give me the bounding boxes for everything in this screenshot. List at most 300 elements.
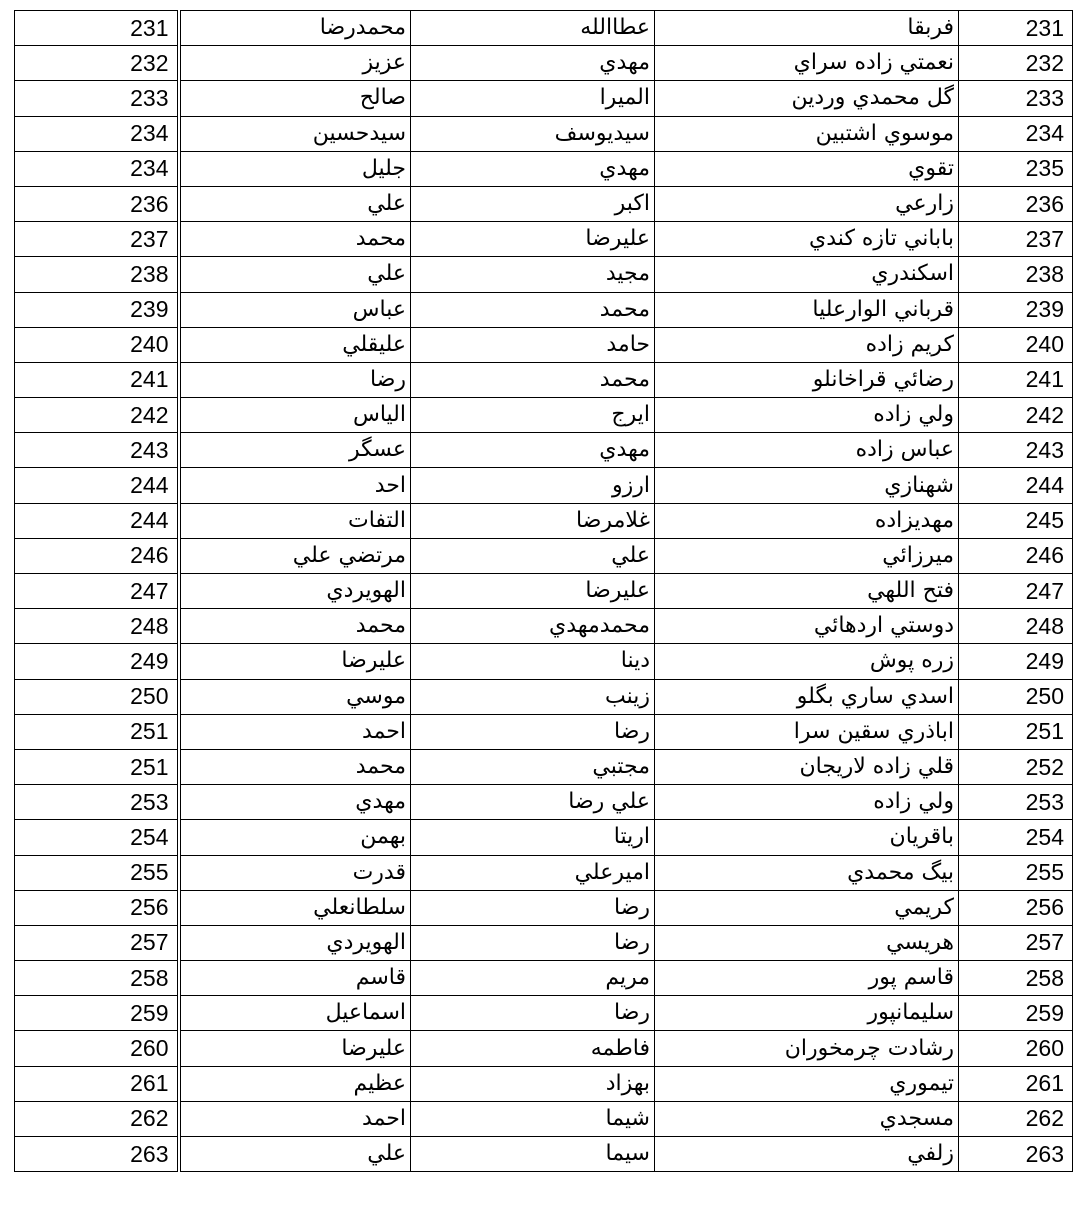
table-row — [15, 46, 1073, 81]
first-name-cell — [179, 679, 411, 714]
row-number-left-text: 259 — [130, 999, 169, 1026]
first-name-cell — [179, 1031, 411, 1066]
father-name-cell — [411, 714, 655, 749]
father-name-cell-text: رضا — [613, 718, 650, 744]
row-number-right — [959, 679, 1073, 714]
father-name-cell-text: مهدي — [599, 155, 650, 181]
father-name-cell-text: رضا — [613, 929, 650, 955]
row-number-left-text: 251 — [130, 753, 169, 780]
row-number-right — [959, 81, 1073, 116]
row-number-left-text: 248 — [130, 612, 169, 639]
father-name-cell-text: رضا — [613, 1000, 650, 1026]
last-name-cell-text: مسجدي — [879, 1105, 954, 1131]
last-name-cell-text: كريمي — [894, 894, 954, 920]
first-name-cell-text: احمد — [362, 1105, 406, 1131]
last-name-cell — [655, 714, 959, 749]
row-number-right — [959, 1031, 1073, 1066]
row-number-left-text: 256 — [130, 894, 169, 921]
row-number-right-text: 261 — [1025, 1070, 1064, 1097]
row-number-right-text: 239 — [1025, 296, 1064, 323]
father-name-cell-text: علي — [611, 542, 650, 568]
first-name-cell — [179, 609, 411, 644]
father-name-cell-text: سيديوسف — [554, 120, 650, 146]
father-name-cell — [411, 574, 655, 609]
row-number-right — [959, 222, 1073, 257]
row-number-left — [15, 1031, 179, 1066]
father-name-cell-text: شيما — [605, 1105, 650, 1131]
row-number-right — [959, 609, 1073, 644]
first-name-cell-text: احمد — [362, 718, 406, 744]
row-number-left — [15, 679, 179, 714]
father-name-cell-text: مريم — [605, 965, 650, 991]
row-number-left — [15, 116, 179, 151]
first-name-cell — [179, 925, 411, 960]
row-number-left — [15, 362, 179, 397]
table-row — [15, 433, 1073, 468]
father-name-cell — [411, 925, 655, 960]
first-name-cell — [179, 855, 411, 890]
first-name-cell — [179, 574, 411, 609]
row-number-right-text: 245 — [1025, 507, 1064, 534]
father-name-cell — [411, 1066, 655, 1101]
last-name-cell-text: نعمتي زاده سراي — [793, 50, 954, 76]
first-name-cell — [179, 1137, 411, 1172]
row-number-right-text: 243 — [1025, 436, 1064, 463]
last-name-cell — [655, 609, 959, 644]
row-number-left — [15, 468, 179, 503]
row-number-left — [15, 538, 179, 573]
last-name-cell — [655, 961, 959, 996]
father-name-cell-text: مهدي — [599, 437, 650, 463]
father-name-cell-text: بهزاد — [605, 1070, 650, 1096]
table-row — [15, 925, 1073, 960]
last-name-cell — [655, 1066, 959, 1101]
first-name-cell — [179, 644, 411, 679]
row-number-left-text: 236 — [130, 190, 169, 217]
father-name-cell — [411, 46, 655, 81]
row-number-left-text: 257 — [130, 929, 169, 956]
last-name-cell-text: تقوي — [908, 155, 954, 181]
last-name-cell — [655, 574, 959, 609]
last-name-cell-text: باباني تازه كندي — [809, 226, 954, 252]
first-name-cell — [179, 46, 411, 81]
row-number-left-text: 244 — [130, 507, 169, 534]
father-name-cell — [411, 961, 655, 996]
row-number-left-text: 250 — [130, 683, 169, 710]
first-name-cell-text: محمد — [355, 754, 406, 780]
last-name-cell-text: بيگ محمدي — [847, 859, 954, 885]
first-name-cell — [179, 503, 411, 538]
row-number-right — [959, 574, 1073, 609]
row-number-right — [959, 116, 1073, 151]
row-number-right — [959, 433, 1073, 468]
row-number-left — [15, 81, 179, 116]
first-name-cell-text: عليرضا — [341, 648, 406, 674]
last-name-cell — [655, 81, 959, 116]
row-number-right — [959, 785, 1073, 820]
table-row — [15, 362, 1073, 397]
father-name-cell — [411, 81, 655, 116]
row-number-left-text: 258 — [130, 964, 169, 991]
last-name-cell — [655, 398, 959, 433]
row-number-right — [959, 996, 1073, 1031]
row-number-left-text: 242 — [130, 401, 169, 428]
row-number-right-text: 263 — [1025, 1140, 1064, 1167]
father-name-cell-text: مجيد — [605, 261, 650, 287]
row-number-left — [15, 222, 179, 257]
last-name-cell-text: ولي زاده — [873, 789, 954, 815]
row-number-left — [15, 714, 179, 749]
row-number-right-text: 236 — [1025, 190, 1064, 217]
last-name-cell — [655, 327, 959, 362]
row-number-left — [15, 151, 179, 186]
last-name-cell-text: اسدي ساري بگلو — [796, 683, 954, 709]
table-row — [15, 327, 1073, 362]
row-number-left-text: 234 — [130, 120, 169, 147]
table-row — [15, 292, 1073, 327]
row-number-left — [15, 1137, 179, 1172]
last-name-cell — [655, 749, 959, 784]
father-name-cell-text: محمد — [599, 296, 650, 322]
first-name-cell — [179, 1066, 411, 1101]
father-name-cell-text: عليرضا — [585, 226, 650, 252]
row-number-right-text: 247 — [1025, 577, 1064, 604]
row-number-right — [959, 327, 1073, 362]
table-row — [15, 609, 1073, 644]
last-name-cell — [655, 644, 959, 679]
father-name-cell-text: ارزو — [612, 472, 650, 498]
last-name-cell — [655, 1137, 959, 1172]
last-name-cell — [655, 925, 959, 960]
row-number-left-text: 233 — [130, 84, 169, 111]
first-name-cell-text: موسي — [346, 683, 406, 709]
row-number-left-text: 239 — [130, 296, 169, 323]
row-number-right — [959, 1066, 1073, 1101]
first-name-cell — [179, 81, 411, 116]
row-number-right — [959, 1101, 1073, 1136]
row-number-right-text: 262 — [1025, 1105, 1064, 1132]
first-name-cell-text: قاسم — [355, 965, 406, 991]
first-name-cell-text: محمد — [355, 613, 406, 639]
row-number-right — [959, 644, 1073, 679]
first-name-cell — [179, 327, 411, 362]
last-name-cell — [655, 503, 959, 538]
first-name-cell — [179, 292, 411, 327]
first-name-cell-text: قدرت — [352, 859, 406, 885]
row-number-right-text: 232 — [1025, 49, 1064, 76]
records-table — [14, 10, 1073, 1172]
row-number-right — [959, 925, 1073, 960]
row-number-right-text: 238 — [1025, 260, 1064, 287]
first-name-cell — [179, 820, 411, 855]
row-number-left — [15, 996, 179, 1031]
row-number-right-text: 252 — [1025, 753, 1064, 780]
table-row — [15, 1101, 1073, 1136]
last-name-cell — [655, 186, 959, 221]
table-row — [15, 151, 1073, 186]
row-number-right — [959, 186, 1073, 221]
row-number-left-text: 249 — [130, 647, 169, 674]
first-name-cell-text: احد — [374, 472, 406, 498]
row-number-left-text: 243 — [130, 436, 169, 463]
row-number-right — [959, 468, 1073, 503]
father-name-cell-text: فاطمه — [590, 1035, 650, 1061]
father-name-cell-text: مهدي — [599, 50, 650, 76]
row-number-right — [959, 11, 1073, 46]
row-number-right — [959, 292, 1073, 327]
father-name-cell — [411, 116, 655, 151]
row-number-right — [959, 961, 1073, 996]
last-name-cell — [655, 1101, 959, 1136]
last-name-cell-text: رضائي قراخانلو — [812, 366, 954, 392]
first-name-cell-text: علي — [367, 261, 406, 287]
first-name-cell-text: عزيز — [362, 50, 406, 76]
last-name-cell — [655, 292, 959, 327]
row-number-left-text: 241 — [130, 366, 169, 393]
row-number-right-text: 251 — [1025, 718, 1064, 745]
last-name-cell — [655, 362, 959, 397]
first-name-cell-text: عليرضا — [341, 1035, 406, 1061]
last-name-cell-text: اسكندري — [871, 261, 954, 287]
first-name-cell-text: عليقلي — [342, 331, 406, 357]
row-number-left-text: 246 — [130, 542, 169, 569]
row-number-right-text: 241 — [1025, 366, 1064, 393]
row-number-left-text: 247 — [130, 577, 169, 604]
last-name-cell — [655, 433, 959, 468]
row-number-left — [15, 11, 179, 46]
first-name-cell — [179, 362, 411, 397]
last-name-cell — [655, 1031, 959, 1066]
last-name-cell-text: شهنازي — [884, 472, 954, 498]
row-number-right — [959, 820, 1073, 855]
last-name-cell — [655, 538, 959, 573]
first-name-cell-text: رضا — [369, 366, 406, 392]
first-name-cell-text: جليل — [361, 155, 406, 181]
table-row — [15, 1031, 1073, 1066]
row-number-left — [15, 503, 179, 538]
last-name-cell — [655, 890, 959, 925]
father-name-cell — [411, 996, 655, 1031]
row-number-right-text: 244 — [1025, 472, 1064, 499]
row-number-left — [15, 433, 179, 468]
last-name-cell — [655, 46, 959, 81]
row-number-left-text: 262 — [130, 1105, 169, 1132]
row-number-right-text: 248 — [1025, 612, 1064, 639]
father-name-cell — [411, 151, 655, 186]
first-name-cell — [179, 890, 411, 925]
first-name-cell — [179, 468, 411, 503]
row-number-left-text: 254 — [130, 823, 169, 850]
row-number-left — [15, 749, 179, 784]
row-number-right-text: 253 — [1025, 788, 1064, 815]
row-number-left — [15, 186, 179, 221]
father-name-cell-text: رضا — [613, 894, 650, 920]
row-number-left-text: 260 — [130, 1035, 169, 1062]
row-number-right-text: 250 — [1025, 683, 1064, 710]
first-name-cell-text: مرتضي علي — [292, 542, 406, 568]
row-number-right-text: 255 — [1025, 859, 1064, 886]
row-number-right-text: 256 — [1025, 894, 1064, 921]
last-name-cell-text: عباس زاده — [855, 437, 954, 463]
last-name-cell — [655, 222, 959, 257]
last-name-cell-text: باقريان — [889, 824, 954, 850]
row-number-left — [15, 574, 179, 609]
table-row — [15, 890, 1073, 925]
father-name-cell-text: عطاالله — [580, 15, 650, 41]
row-number-right-text: 259 — [1025, 999, 1064, 1026]
last-name-cell-text: كريم زاده — [865, 331, 954, 357]
last-name-cell-text: ميرزائي — [882, 542, 954, 568]
first-name-cell-text: سلطانعلي — [313, 894, 406, 920]
father-name-cell-text: علي رضا — [568, 789, 650, 815]
row-number-right-text: 235 — [1025, 155, 1064, 182]
father-name-cell — [411, 11, 655, 46]
table-row — [15, 398, 1073, 433]
first-name-cell-text: الهويردي — [326, 929, 406, 955]
row-number-left-text: 232 — [130, 49, 169, 76]
table-row — [15, 257, 1073, 292]
last-name-cell — [655, 679, 959, 714]
row-number-left — [15, 890, 179, 925]
row-number-right-text: 234 — [1025, 120, 1064, 147]
first-name-cell — [179, 961, 411, 996]
records-table-body — [15, 11, 1073, 1172]
last-name-cell — [655, 11, 959, 46]
table-row — [15, 749, 1073, 784]
row-number-right — [959, 362, 1073, 397]
father-name-cell-text: محمد — [599, 366, 650, 392]
table-row — [15, 81, 1073, 116]
row-number-left — [15, 644, 179, 679]
table-row — [15, 503, 1073, 538]
first-name-cell — [179, 538, 411, 573]
row-number-left-text: 255 — [130, 859, 169, 886]
table-row — [15, 116, 1073, 151]
row-number-left — [15, 46, 179, 81]
first-name-cell-text: علي — [367, 191, 406, 217]
last-name-cell-text: فتح اللهي — [867, 578, 954, 604]
father-name-cell-text: مجتبي — [592, 754, 650, 780]
father-name-cell — [411, 433, 655, 468]
father-name-cell-text: سيما — [605, 1141, 650, 1167]
first-name-cell-text: التفات — [348, 507, 406, 533]
father-name-cell-text: اريتا — [613, 824, 650, 850]
first-name-cell-text: عسگر — [348, 437, 406, 463]
last-name-cell-text: سليمانپور — [867, 1000, 954, 1026]
table-row — [15, 644, 1073, 679]
row-number-right-text: 249 — [1025, 647, 1064, 674]
father-name-cell — [411, 362, 655, 397]
first-name-cell — [179, 1101, 411, 1136]
table-row — [15, 186, 1073, 221]
first-name-cell — [179, 11, 411, 46]
table-row — [15, 679, 1073, 714]
row-number-left-text: 237 — [130, 225, 169, 252]
row-number-right-text: 257 — [1025, 929, 1064, 956]
last-name-cell-text: تيموري — [889, 1070, 954, 1096]
last-name-cell-text: قرباني الوارعليا — [812, 296, 954, 322]
last-name-cell-text: اباذري سقين سرا — [793, 718, 954, 744]
last-name-cell-text: قلي زاده لاريجان — [799, 754, 954, 780]
row-number-right — [959, 257, 1073, 292]
last-name-cell-text: موسوي اشتبين — [815, 120, 954, 146]
table-row — [15, 855, 1073, 890]
father-name-cell — [411, 609, 655, 644]
last-name-cell-text: رشادت چرمخوران — [784, 1035, 954, 1061]
table-row — [15, 785, 1073, 820]
row-number-right — [959, 538, 1073, 573]
last-name-cell — [655, 151, 959, 186]
last-name-cell-text: زارعي — [895, 191, 954, 217]
row-number-left — [15, 398, 179, 433]
row-number-left — [15, 327, 179, 362]
father-name-cell-text: غلامرضا — [576, 507, 650, 533]
father-name-cell — [411, 222, 655, 257]
first-name-cell — [179, 257, 411, 292]
row-number-right — [959, 890, 1073, 925]
row-number-left-text: 238 — [130, 260, 169, 287]
first-name-cell-text: الياس — [352, 402, 406, 428]
father-name-cell-text: اكبر — [614, 191, 650, 217]
table-row — [15, 996, 1073, 1031]
row-number-left-text: 263 — [130, 1140, 169, 1167]
first-name-cell-text: مهدي — [355, 789, 406, 815]
last-name-cell-text: زلفي — [907, 1141, 954, 1167]
last-name-cell-text: مهديزاده — [874, 507, 954, 533]
row-number-right — [959, 855, 1073, 890]
row-number-right-text: 242 — [1025, 401, 1064, 428]
row-number-left-text: 231 — [130, 14, 169, 41]
row-number-left — [15, 925, 179, 960]
father-name-cell — [411, 679, 655, 714]
table-row — [15, 11, 1073, 46]
row-number-left — [15, 855, 179, 890]
first-name-cell-text: سيدحسين — [312, 120, 406, 146]
first-name-cell — [179, 433, 411, 468]
father-name-cell — [411, 785, 655, 820]
father-name-cell — [411, 468, 655, 503]
row-number-right-text: 260 — [1025, 1035, 1064, 1062]
row-number-right — [959, 151, 1073, 186]
row-number-right — [959, 46, 1073, 81]
first-name-cell-text: صالح — [359, 85, 406, 111]
row-number-left-text: 240 — [130, 331, 169, 358]
row-number-left — [15, 292, 179, 327]
first-name-cell-text: عظيم — [353, 1070, 406, 1096]
last-name-cell — [655, 996, 959, 1031]
father-name-cell-text: عليرضا — [585, 578, 650, 604]
table-row — [15, 1137, 1073, 1172]
father-name-cell-text: زينب — [605, 683, 650, 709]
table-row — [15, 574, 1073, 609]
first-name-cell — [179, 222, 411, 257]
table-row — [15, 468, 1073, 503]
last-name-cell — [655, 257, 959, 292]
first-name-cell-text: محمد — [355, 226, 406, 252]
first-name-cell — [179, 996, 411, 1031]
father-name-cell — [411, 644, 655, 679]
last-name-cell-text: گل محمدي وردين — [791, 85, 954, 111]
father-name-cell-text: محمدمهدي — [549, 613, 650, 639]
father-name-cell-text: دينا — [620, 648, 650, 674]
row-number-left — [15, 257, 179, 292]
father-name-cell-text: حامد — [606, 331, 650, 357]
row-number-right-text: 258 — [1025, 964, 1064, 991]
table-row — [15, 714, 1073, 749]
row-number-right-text: 231 — [1025, 14, 1064, 41]
row-number-left-text: 251 — [130, 718, 169, 745]
row-number-right-text: 246 — [1025, 542, 1064, 569]
